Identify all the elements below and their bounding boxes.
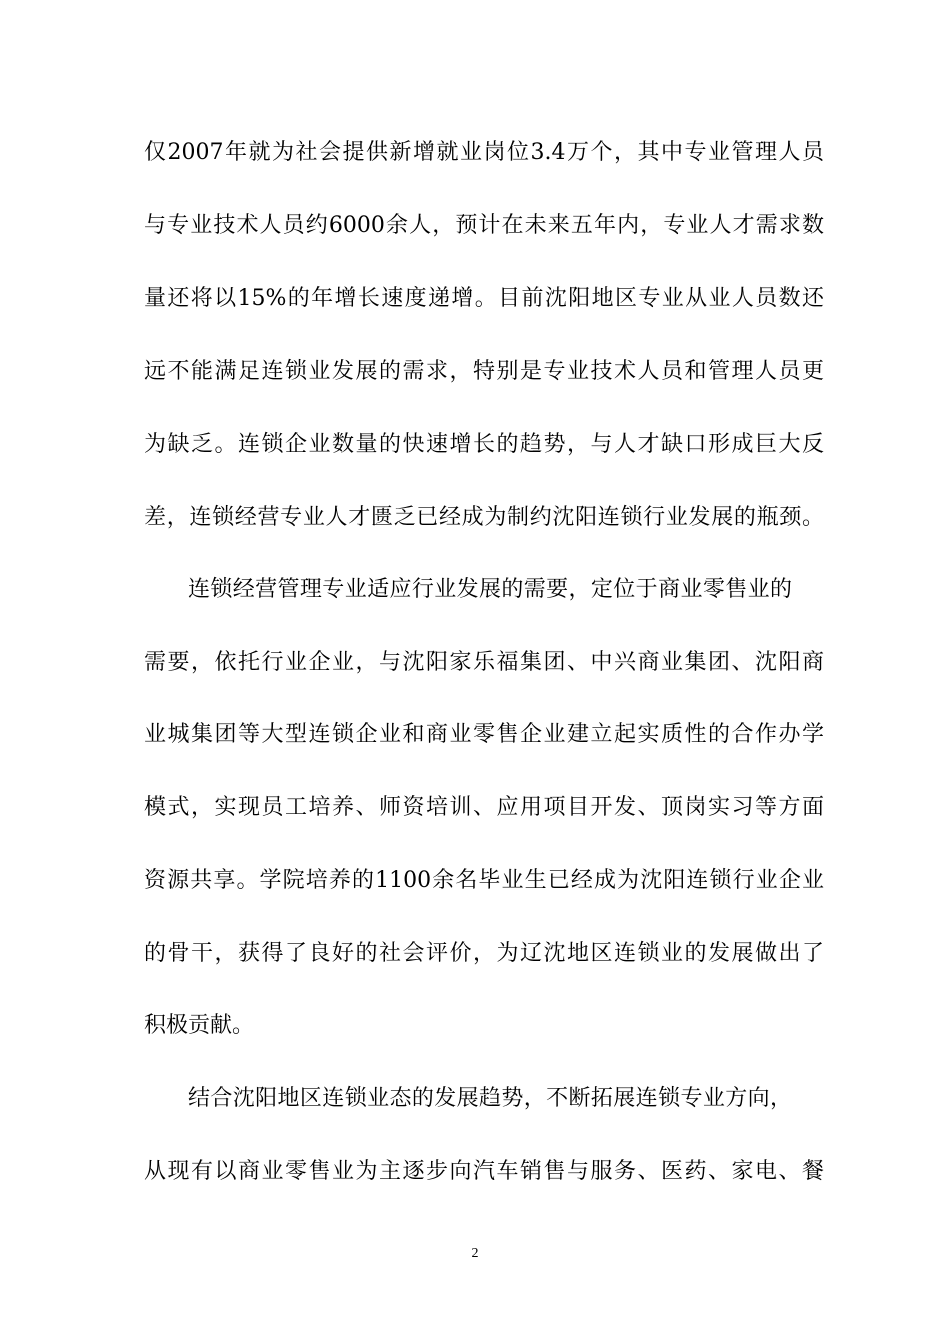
paragraph-first-line: 连锁经营管理专业适应行业发展的需要，定位于商业零售业的 bbox=[188, 577, 792, 602]
body-text-line: 的骨干，获得了良好的社会评价，为辽沈地区连锁业的发展做出了 bbox=[144, 941, 824, 966]
body-text-line: 差，连锁经营专业人才匮乏已经成为制约沈阳连锁行业发展的瓶颈。 bbox=[144, 505, 824, 530]
body-text-line: 仅2007年就为社会提供新增就业岗位3.4万个，其中专业管理人员 bbox=[144, 140, 824, 165]
body-text-line: 需要，依托行业企业，与沈阳家乐福集团、中兴商业集团、沈阳商 bbox=[144, 650, 824, 675]
paragraph-first-line: 结合沈阳地区连锁业态的发展趋势，不断拓展连锁专业方向， bbox=[188, 1086, 792, 1111]
body-text-line: 量还将以15%的年增长速度递增。目前沈阳地区专业从业人员数还 bbox=[144, 286, 824, 311]
paragraph-last-line: 积极贡献。 bbox=[144, 1013, 255, 1038]
body-text-line: 与专业技术人员约6000余人，预计在未来五年内，专业人才需求数 bbox=[144, 213, 824, 238]
body-text-line: 从现有以商业零售业为主逐步向汽车销售与服务、医药、家电、餐 bbox=[144, 1159, 824, 1184]
body-text-line: 远不能满足连锁业发展的需求，特别是专业技术人员和管理人员更 bbox=[144, 359, 824, 384]
body-text-line: 为缺乏。连锁企业数量的快速增长的趋势，与人才缺口形成巨大反 bbox=[144, 432, 824, 457]
page-number: 2 bbox=[471, 1246, 479, 1261]
body-text-line: 业城集团等大型连锁企业和商业零售企业建立起实质性的合作办学 bbox=[144, 722, 824, 747]
body-text-line: 模式，实现员工培养、师资培训、应用项目开发、顶岗实习等方面 bbox=[144, 795, 824, 820]
body-text-line: 资源共享。学院培养的1100余名毕业生已经成为沈阳连锁行业企业 bbox=[144, 868, 824, 893]
